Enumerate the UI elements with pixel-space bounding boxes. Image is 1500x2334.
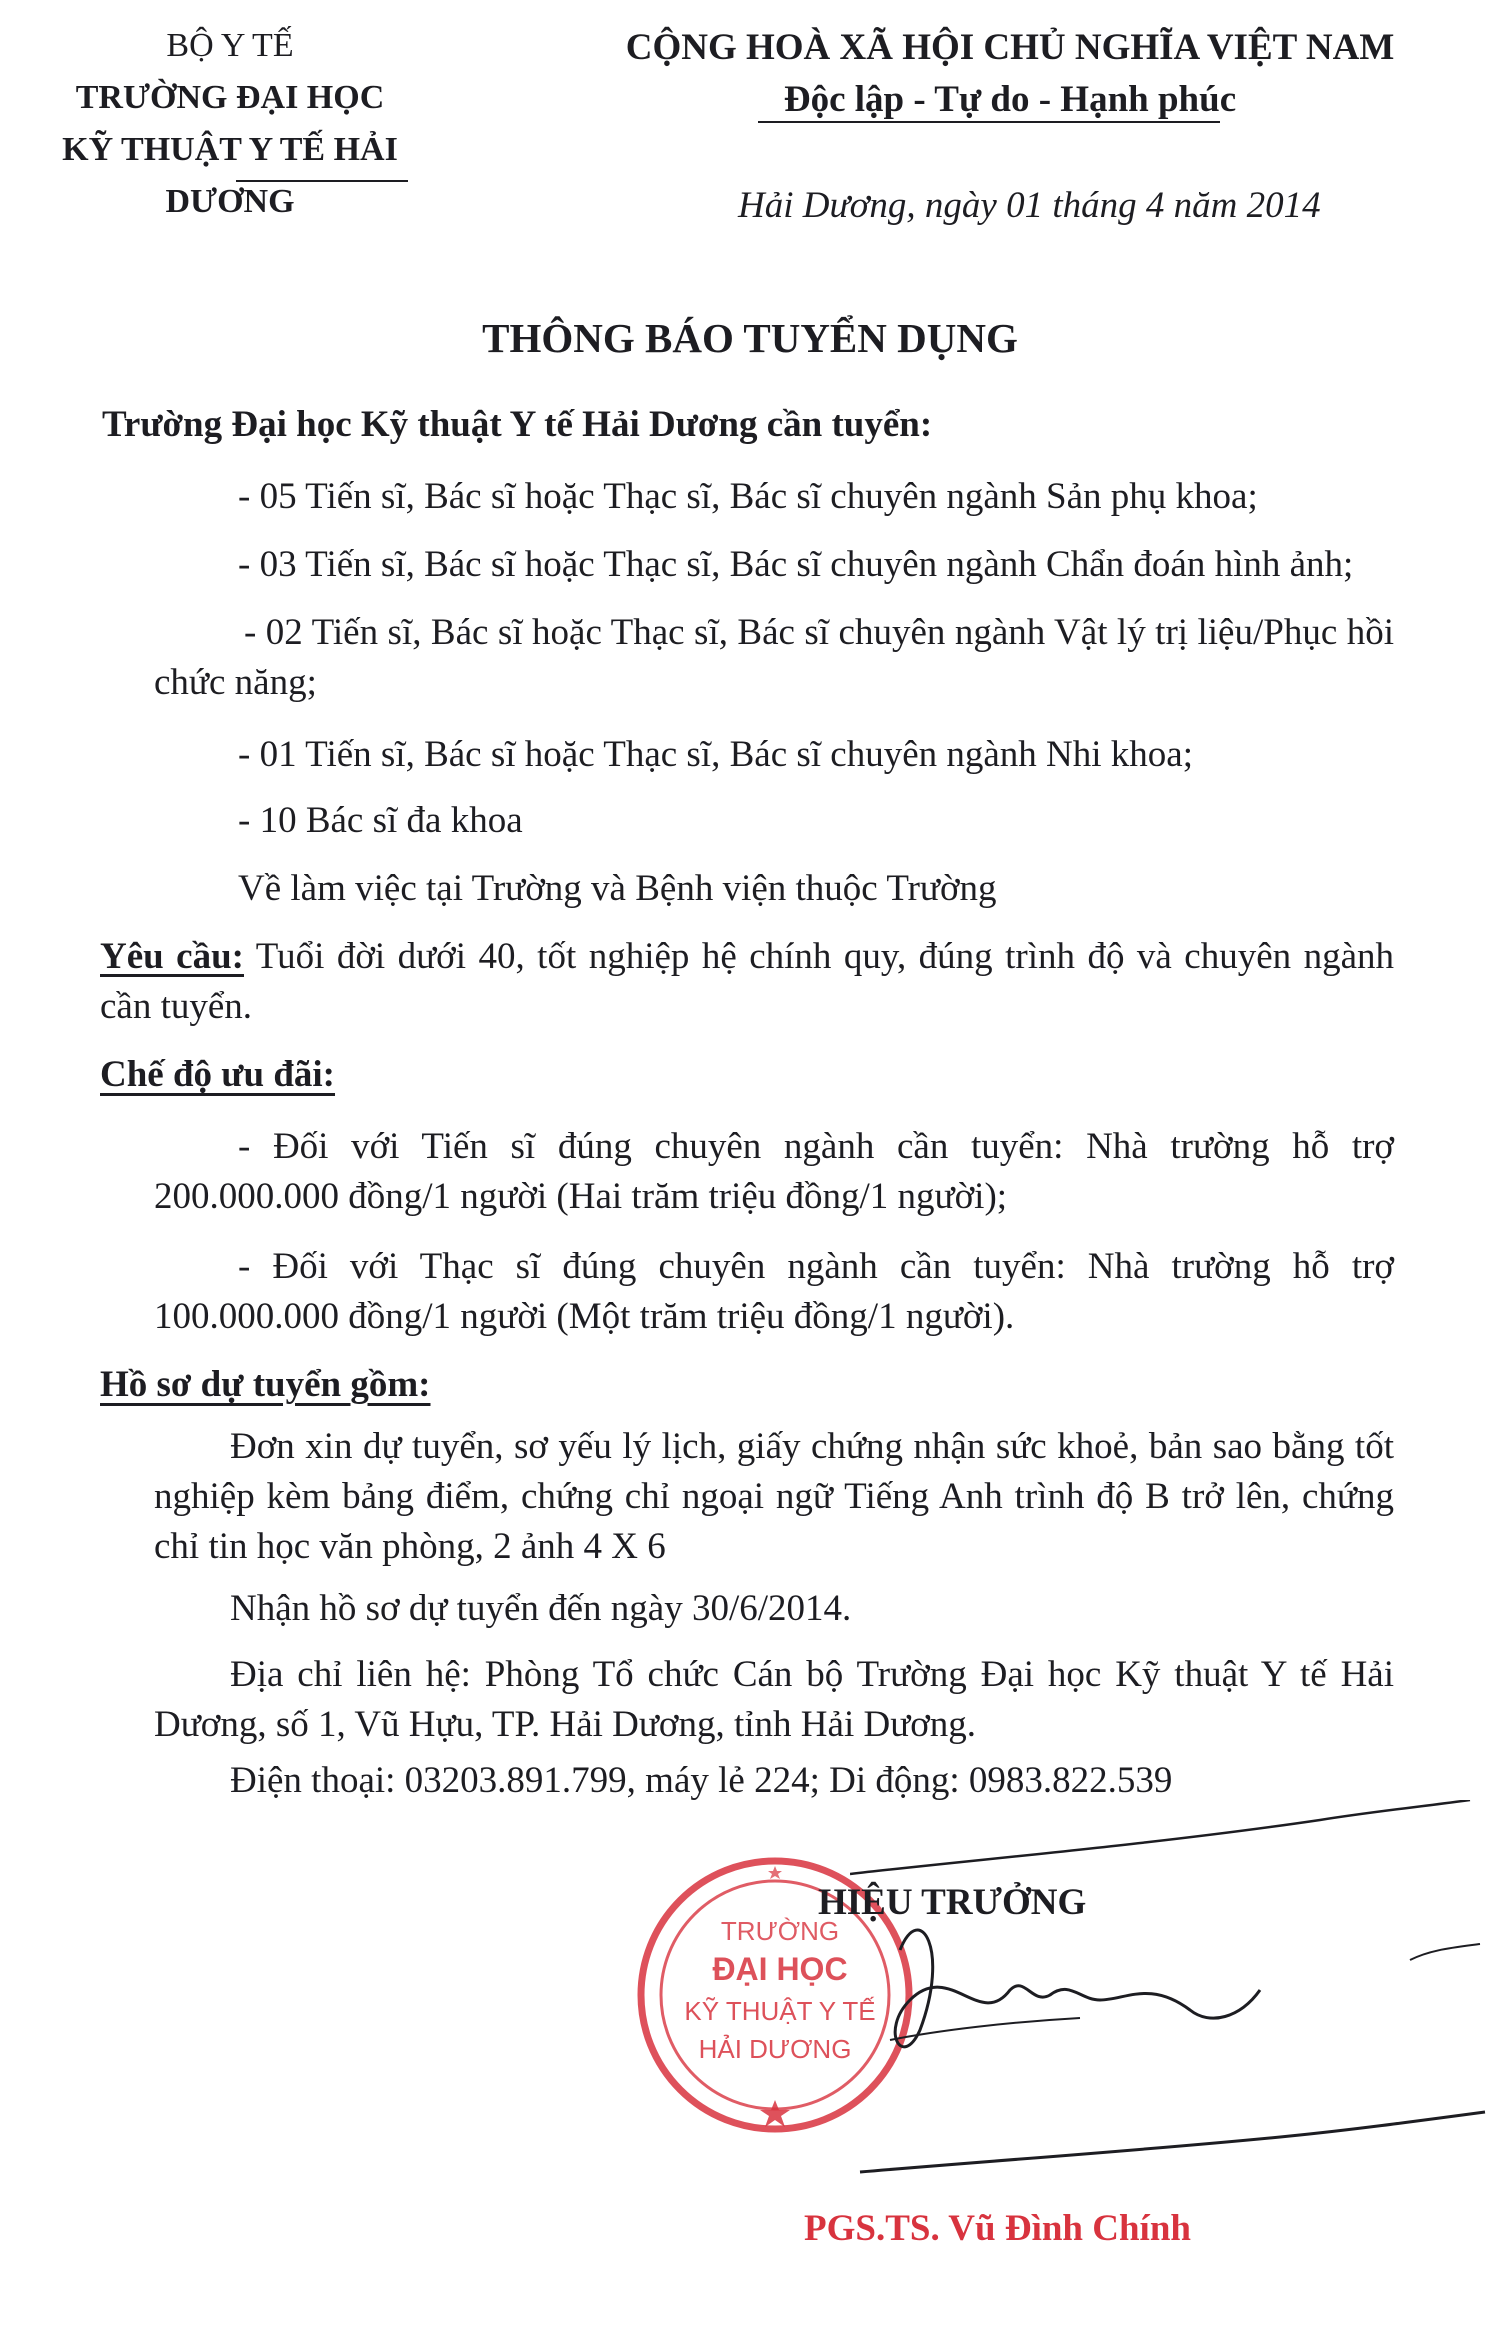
dossier-item: Điện thoại: 03203.891.799, máy lẻ 224; Di động: 0983.822.539 [230,1760,1173,1801]
dossier-item: Địa chỉ liên hệ: Phòng Tổ chức Cán bộ Trường Đại học Kỹ thuật Y tế Hải Dương, số 1, Vũ Hựu, TP. Hải Dương, tỉnh Hải Dương. [154,1654,1394,1745]
signer-role: HIỆU TRƯỞNG [818,1882,1087,1923]
position-item: - 02 Tiến sĩ, Bác sĩ hoặc Thạc sĩ, Bác sĩ chuyên ngành Vật lý trị liệu/Phục hồi chức năng; [154,612,1394,703]
seal-line3: KỸ THUẬT Y TẾ [684,1996,876,2026]
school-name-line2: KỸ THUẬT Y TẾ HẢI DƯƠNG [62,131,398,220]
document-title: THÔNG BÁO TUYỂN DỤNG [482,315,1018,361]
position-item: - 05 Tiến sĩ, Bác sĩ hoặc Thạc sĩ, Bác sĩ chuyên ngành Sản phụ khoa; [238,476,1258,517]
national-motto: Độc lập - Tự do - Hạnh phúc [783,79,1237,120]
issuer-underline [236,180,408,182]
dossier-item: Nhận hồ sơ dự tuyển đến ngày 30/6/2014. [230,1588,852,1629]
intro-line: Trường Đại học Kỹ thuật Y tế Hải Dương cần tuyển: [102,404,933,445]
dossier-item: Đơn xin dự tuyển, sơ yếu lý lịch, giấy chứng nhận sức khoẻ, bản sao bằng tốt nghiệp kèm bảng điểm, chứng chỉ ngoại ngữ Tiếng Anh trình độ B trở lên, chứng chỉ tin học văn phòng, 2 ảnh 4 X 6 [154,1426,1394,1567]
republic-block [610,22,1410,126]
place-date: Hải Dương, ngày 01 tháng 4 năm 2014 [738,185,1321,226]
seal-line4: HẢI DƯƠNG [698,2034,852,2064]
position-item: - 01 Tiến sĩ, Bác sĩ hoặc Thạc sĩ, Bác sĩ chuyên ngành Nhi khoa; [238,734,1194,775]
requirements-text: Tuổi đời dưới 40, tốt nghiệp hệ chính quy, đúng trình độ và chuyên ngành cần tuyển. [100,936,1394,1027]
issuer-block [40,20,420,228]
benefit-item: - Đối với Tiến sĩ đúng chuyên ngành cần tuyển: Nhà trường hỗ trợ 200.000.000 đồng/1 người (Hai trăm triệu đồng/1 người); [154,1126,1394,1217]
requirements-label: Yêu cầu: [100,936,244,977]
signer-name: PGS.TS. Vũ Đình Chính [804,2208,1191,2249]
ministry-name: BỘ Y TẾ [166,27,294,64]
benefits-heading: Chế độ ưu đãi: [100,1054,336,1095]
handwritten-signature [850,1800,1490,2220]
benefit-item: - Đối với Thạc sĩ đúng chuyên ngành cần tuyển: Nhà trường hỗ trợ 100.000.000 đồng/1 người (Một trăm triệu đồng/1 người). [154,1246,1394,1337]
seal-line2: ĐẠI HỌC [712,1951,848,1987]
seal-line1: TRƯỜNG [720,1916,840,1946]
motto-underline [758,121,1220,123]
position-item: - 03 Tiến sĩ, Bác sĩ hoặc Thạc sĩ, Bác sĩ chuyên ngành Chẩn đoán hình ảnh; [238,544,1354,585]
republic-name: CỘNG HOÀ XÃ HỘI CHỦ NGHĨA VIỆT NAM [625,27,1395,68]
position-item: - 10 Bác sĩ đa khoa [238,800,523,841]
dossier-heading: Hồ sơ dự tuyển gồm: [100,1364,431,1405]
workplace-line: Về làm việc tại Trường và Bệnh viện thuộc Trường [238,868,997,909]
requirements-paragraph [100,932,1394,1032]
school-name-line1: TRƯỜNG ĐẠI HỌC [75,79,385,116]
